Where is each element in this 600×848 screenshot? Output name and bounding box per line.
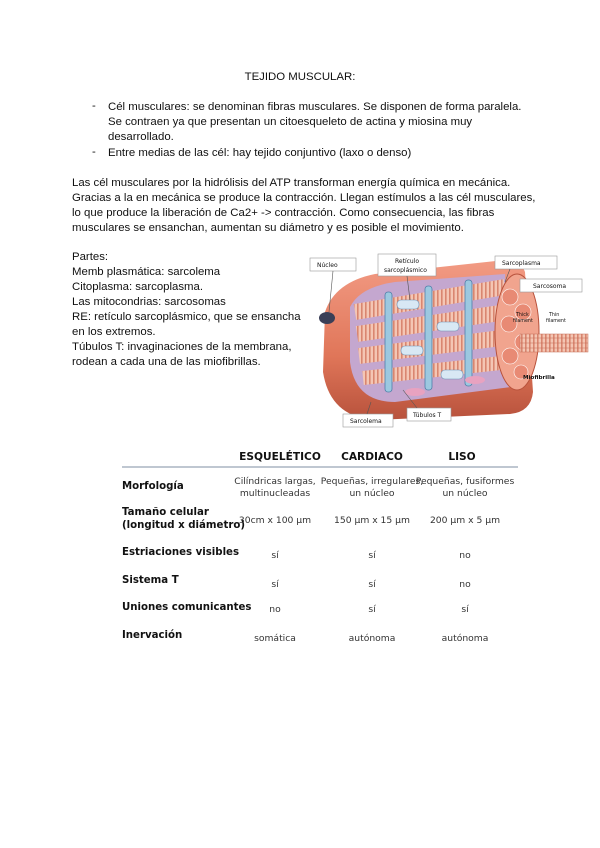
label-thin-line-1: Thin <box>549 313 560 318</box>
row-label-inervacion: Inervación <box>122 630 183 641</box>
label-sarcoplasma: Sarcoplasma <box>502 260 541 267</box>
row-label-uniones: Uniones comunicantes <box>122 602 252 613</box>
cell-inervacion-esqueletico: somática <box>254 633 296 644</box>
parts-line: Citoplasma: sarcoplasma. <box>72 281 204 293</box>
parts-line: rodean a cada una de las miofibrillas. <box>72 356 261 368</box>
parts-line: Las mitocondrias: sarcosomas <box>72 296 226 308</box>
cell-sistema-t-liso: no <box>459 579 471 590</box>
parts-line: en los extremos. <box>72 326 156 338</box>
header-esqueletico: ESQUELÉTICO <box>239 451 321 463</box>
bullet-1-line-2: Se contraen ya que presentan un citoesqueleto de actina y miosina muy <box>108 116 473 128</box>
label-reticulo-line-2: sarcoplásmico <box>384 267 427 274</box>
label-thick-line-2: filament <box>513 319 533 324</box>
label-reticulo-line-1: Retículo <box>395 258 420 265</box>
cell-uniones-cardiaco: sí <box>368 604 376 615</box>
cell-uniones-liso: sí <box>461 604 469 615</box>
cell-estriaciones-liso: no <box>459 550 471 561</box>
cell-estriaciones-esqueletico: sí <box>271 550 279 561</box>
label-sarcolema: Sarcolema <box>350 418 382 425</box>
header-liso: LISO <box>448 451 476 463</box>
cell-morfologia-liso: Pequeñas, fusiformes un núcleo <box>415 476 515 499</box>
myofibril-filaments <box>520 334 588 352</box>
parts-heading: Partes: <box>72 251 109 263</box>
parts-line: Memb plasmática: sarcolema <box>72 266 221 278</box>
label-nucleo: Núcleo <box>317 262 338 269</box>
cell-estriaciones-cardiaco: sí <box>368 550 376 561</box>
row-label-sistema-t: Sistema T <box>122 575 179 586</box>
muscle-fiber-illustration <box>305 252 590 432</box>
label-thick-line-1: Thick <box>516 313 529 318</box>
cell-inervacion-cardiaco: autónoma <box>348 633 396 644</box>
paragraph-line-1: Las cél musculares por la hidrólisis del ATP transforman energía química en mecánica. <box>72 177 511 189</box>
row-label-estriaciones: Estriaciones visibles <box>122 547 240 558</box>
cell-sistema-t-cardiaco: sí <box>368 579 376 590</box>
cell-tamano-liso: 200 µm x 5 µm <box>429 515 501 526</box>
bullet-1-line-3: desarrollado. <box>108 131 174 143</box>
parts-line: Túbulos T: invaginaciones de la membrana, <box>72 341 292 353</box>
nucleus-shape <box>319 312 335 324</box>
cell-morfologia-esqueletico: Cilíndricas largas, multinucleadas <box>234 476 316 499</box>
cell-tamano-esqueletico: 30cm x 100 µm <box>238 515 312 526</box>
table-header-rule <box>122 466 518 468</box>
cell-sistema-t-esqueletico: sí <box>271 579 279 590</box>
parts-line: RE: retículo sarcoplásmico, que se ensancha <box>72 311 301 323</box>
cell-tamano-cardiaco: 150 µm x 15 µm <box>334 515 410 526</box>
label-tubulos: Túbulos T <box>413 412 442 419</box>
paragraph-line-2: Gracias a la en mecánica se produce la contracción. Llegan estímulos a las cél musculares, <box>72 192 536 204</box>
paragraph-line-3: lo que produce la liberación de Ca2+ -> contracción. Como consecuencia, las fibras <box>72 207 495 219</box>
page-title: TEJIDO MUSCULAR: <box>244 71 356 83</box>
cell-morfologia-cardiaco: Pequeñas, irregulares, un núcleo <box>320 476 424 499</box>
cell-uniones-esqueletico: no <box>269 604 281 615</box>
label-sarcosoma: Sarcosoma <box>533 283 567 290</box>
bullet-marker: - <box>92 100 96 112</box>
label-thin-line-2: filament <box>546 319 566 324</box>
paragraph-line-4: musculares se ensanchan, aumentan su diámetro y es posible el movimiento. <box>72 222 464 234</box>
bullet-1-line-1: Cél musculares: se denominan fibras musculares. Se disponen de forma paralela. <box>108 101 522 113</box>
row-label-tamano: Tamaño celular (longitud x diámetro) <box>122 507 245 531</box>
label-miofibrilla: Miofibrilla <box>523 375 555 381</box>
bullet-marker: - <box>92 146 96 158</box>
bullet-2-line-1: Entre medias de las cél: hay tejido conjuntivo (laxo o denso) <box>108 147 412 159</box>
header-cardiaco: CARDIACO <box>341 451 403 463</box>
cell-inervacion-liso: autónoma <box>441 633 489 644</box>
row-label-morfologia: Morfología <box>122 481 184 492</box>
